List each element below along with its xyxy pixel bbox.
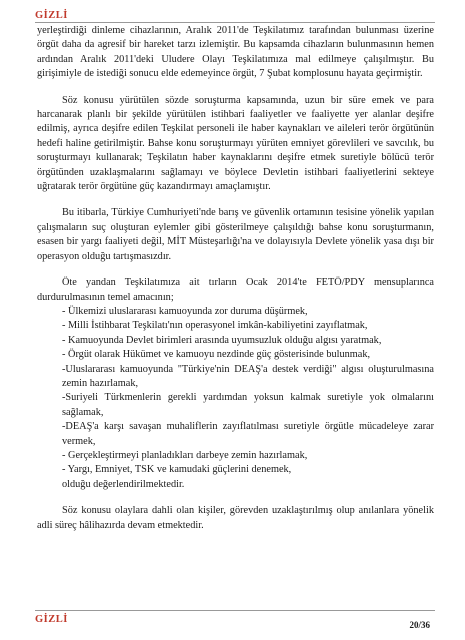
paragraph-5: Söz konusu olaylara dahli olan kişiler, görevden uzaklaştırılmış olup anılanlara yönelik adli süreç hâlihazırda devam etmektedir.	[37, 505, 434, 531]
header-divider	[35, 22, 435, 23]
footer-divider	[35, 610, 435, 611]
list-item: -Suriyeli Türkmenlerin gerekli yardımdan yoksun kalmak suretiyle yok olmalarını sağlamak,	[62, 392, 434, 418]
paragraph-3: Bu itibarla, Türkiye Cumhuriyeti'nde barış ve güvenlik ortamının tesisine yönelik yapılan çalışmaların suç oluşturan eylemler gibi gösterilmeye çalışıldığı bahse konu soruşturmanın, esasen bir yargı faaliyeti değil, MİT Müsteşarlığı'na ve dolayısıyla Devlete yönelik yasa dışı bir operasyon olduğu tartışmasızdır.	[37, 207, 434, 262]
list-item: - Kamuoyunda Devlet birimleri arasında uyumsuzluk olduğu algısı yaratmak,	[62, 334, 382, 346]
purpose-list	[62, 305, 434, 492]
list-item: - Yargı, Emniyet, TSK ve kamudaki güçlerini denemek,	[62, 464, 292, 476]
page-number: 20/36	[409, 620, 430, 630]
header-classification-mark: GİZLİ	[35, 10, 68, 21]
footer-classification-mark: GİZLİ	[35, 614, 68, 625]
paragraph-2: Söz konusu yürütülen sözde soruşturma kapsamında, uzun bir süre emek ve para harcanarak planlı bir şekilde yürütülen istihbari faaliyetler ve faaliyette yer alanlar deşifre edilmiş, ayrıca deşifre edilen Teşkilat personeli ile haber kaynakları ve aileleri terör örgütünün hedefi haline getirilmiştir. Bahse konu soruşturmayı yürüten emniyet görevlileri ve savcılık, bu soruşturmayı kullanarak; Teşkilatın haber kaynaklarını deşifre etmek suretiyle bölücü terör örgütünden uzaklaşmalarını sağlamayı ve böylece Devletin istihbari faaliyetlerini sekteye uğratarak terör örgütüne güç kazandırmayı amaçlamıştır.	[37, 94, 434, 193]
list-tail: olduğu değerlendirilmektedir.	[62, 478, 185, 490]
paragraph-4: Öte yandan Teşkilatımıza ait tırların Ocak 2014'te FETÖ/PDY mensuplarınca durdurulmasının temel amacının;	[37, 277, 434, 303]
paragraph-1: yerleştirdiği dinleme cihazlarının, Aralık 2011'de Teşkilatımız tarafından bulunması üzerine örgüt daha da agresif bir hareket tarzı izlemiştir. Bu kapsamda cihazların bulunmasının hemen ardından Aralık 2011'deki Uludere Olayı Teşkilatımıza mal edilmeye çalışılmıştır. Bu girişimiyle de istediği sonucu elde edemeyince örgüt, 7 Şubat komplosunu hayata geçirmiştir.	[37, 25, 434, 80]
list-item: -DEAŞ'a karşı savaşan muhaliflerin zayıflatılması suretiyle örgütle mücadeleye zarar vermek,	[62, 421, 434, 447]
list-item: - Gerçekleştirmeyi planladıkları darbeye zemin hazırlamak,	[62, 449, 308, 461]
list-item: - Ülkemizi uluslararası kamuoyunda zor duruma düşürmek,	[62, 305, 308, 317]
list-item: -Uluslararası kamuoyunda "Türkiye'nin DEAŞ'a destek verdiği" algısı oluşturulmasına zemin hazırlamak,	[62, 363, 434, 389]
list-item: - Örgüt olarak Hükümet ve kamuoyu nezdinde güç gösterisinde bulunmak,	[62, 349, 371, 361]
list-item: - Milli İstihbarat Teşkilatı'nın operasyonel imkân-kabiliyetini zayıflatmak,	[62, 320, 368, 332]
document-body	[37, 24, 434, 533]
